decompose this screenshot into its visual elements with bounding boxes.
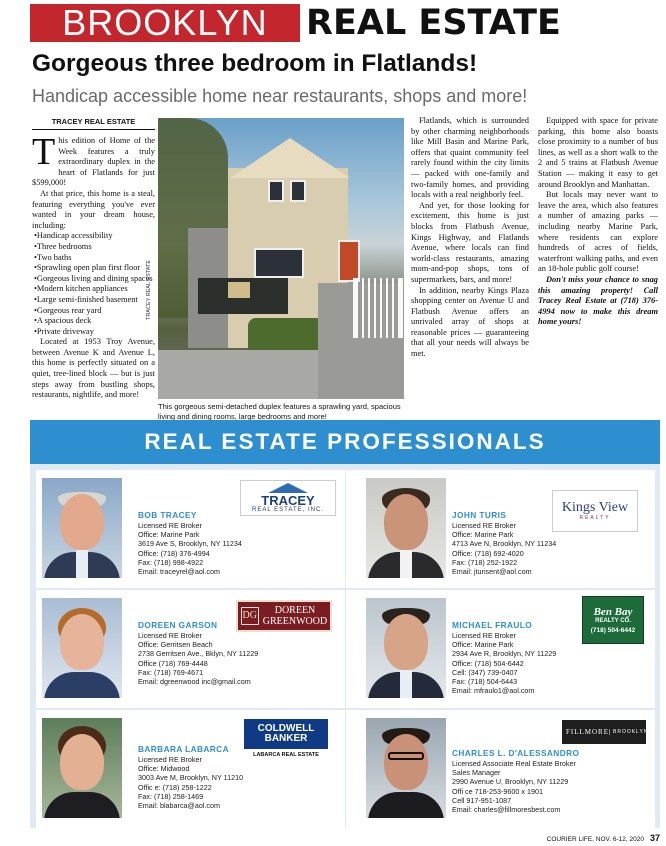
article-paragraph: And yet, for those looking for excitement, this home is just blocks from Flatbush Avenue, Kings Highway, and Flatlands Avenue, where locals can find world-class restaurants, amazing mom-and-pop shops, tons of supermarkets, bars, and more!	[411, 200, 529, 284]
publication-info: COURIER LIFE, NOV. 6-12, 2020	[546, 836, 644, 843]
article-column-1	[32, 136, 155, 412]
glasses-icon	[388, 752, 424, 760]
bullet-item: •Handicap accessibility	[34, 231, 113, 241]
agent-email: Email: mfraulo1@aol.com	[452, 686, 535, 696]
agent-info: DOREEN GARSON Licensed RE Broker Office: Gerritsen Beach 2738 Gerritsen Ave., Bklyn, NY 11229 Office (718) 769-4448 Fax: (718) 769-4671 Email: dgreenwood inc@gmail.com	[138, 620, 259, 687]
bullet-item: •Sprawling open plan first floor	[34, 263, 141, 273]
agent-portrait	[42, 598, 122, 698]
agent-card	[346, 470, 655, 588]
agent-email: Email: dgreenwood inc@gmail.com	[138, 677, 251, 687]
agent-name: DOREEN GARSON	[138, 620, 218, 630]
agent-portrait	[42, 718, 122, 818]
agent-info: BARBARA LABARCA Licensed RE Broker Office: Midwood 3003 Ave M, Brooklyn, NY 11210 Offic e: (718) 258-1222 Fax: (718) 258-1469 Email: blabarca@aol.com	[138, 744, 244, 811]
agent-name: MICHAEL FRAULO	[452, 620, 533, 630]
masthead-real-estate: REAL ESTATE	[306, 3, 561, 43]
masthead-brooklyn: BROOKLYN	[30, 4, 300, 42]
agent-email: Email: blabarca@aol.com	[138, 801, 220, 811]
call-to-action: Don't miss your chance to snag this amazing property! Call Tracey Real Estate at (718) 376-4994 now to make this dream home yours!	[538, 274, 658, 327]
headline: Gorgeous three bedroom in Flatlands!	[32, 50, 478, 77]
article-paragraph: At that price, this home is a steal, featuring everything you've ever wanted in your dream house, including:	[32, 188, 155, 230]
agent-email: Email: traceyrel@aol.com	[138, 567, 220, 577]
bullet-item: •Gorgeous living and dining spaces	[34, 273, 153, 283]
agent-info: CHARLES L. D'ALESSANDRO Licensed Associate Real Estate Broker Sales Manager 2990 Avenue U, Brooklyn, NY 11229 Offi ce 718-253-9600 x 1901 Cell 917-951-1087 Email: charles@fillmoresbest.com	[452, 748, 580, 815]
agent-card	[36, 590, 345, 708]
bullet-item: •Private driveway	[34, 326, 94, 336]
article-column-4	[538, 116, 658, 422]
front-door	[338, 240, 360, 282]
page-number: 37	[649, 833, 660, 843]
agent-card	[346, 590, 655, 708]
bullet-item: •Modern kitchen appliances	[34, 284, 128, 294]
agent-logo: Ben Bay REALTY CO. (718) 504-6442	[582, 596, 644, 644]
article-column-3	[411, 116, 529, 422]
agent-logo: DG DOREEN GREENWOOD	[236, 600, 332, 632]
agent-card	[36, 710, 345, 828]
agent-logo: COLDWELL BANKER LABARCA REAL ESTATE	[242, 716, 330, 760]
agent-name: BOB TRACEY	[138, 510, 197, 520]
article-paragraph: Located at 1953 Troy Avenue, between Avenue K and Avenue L, this home is perfectly situated on a quiet, tree-lined block — but is just steps away from bustling shops, restaurants, nightlife, and more!	[32, 337, 155, 400]
agent-portrait	[366, 478, 446, 578]
bullet-item: •Large semi-finished basement	[34, 294, 138, 304]
agent-info: JOHN TURIS Licensed RE Broker Office: Marine Park 4713 Ave N, Brooklyn, NY 11234 Office: (718) 692-4020 Fax: (718) 252-1922 Email: jturisent@aol.com	[452, 510, 557, 577]
bullet-item: •Three bedrooms	[34, 241, 92, 251]
dropcap: T	[32, 136, 56, 173]
agent-info: BOB TRACEY Licensed RE Broker Office: Marine Park 3619 Ave S, Brooklyn, NY 11234 Office: (718) 376-4994 Fax: (718) 998-4922 Email: traceyrel@aol.com	[138, 510, 242, 577]
byline: TRACEY REAL ESTATE	[32, 115, 155, 130]
article-paragraph: his edition of Home of the Week features a truly extraordinary duplex in the heart of Flatlands for just $599,000!	[32, 136, 155, 188]
agent-portrait	[366, 598, 446, 698]
agent-portrait	[366, 718, 446, 818]
agent-card	[36, 470, 345, 588]
article-paragraph: But locals may never want to leave the area, which also features a number of amazing parks — including nearby Marine Park, where residents can explore hundreds of acres of fields, waterfront walking paths, and even an 18-hole public golf course!	[538, 190, 658, 274]
agent-logo: TRACEY REAL ESTATE, INC.	[240, 480, 336, 516]
agent-email: Email: charles@fillmoresbest.com	[452, 805, 561, 815]
photo-caption: This gorgeous semi-detached duplex features a sprawling yard, spacious living and dining rooms, large bedrooms and more!	[158, 402, 401, 421]
agent-name: BARBARA LABARCA	[138, 744, 229, 754]
agent-email: Email: jturisent@aol.com	[452, 567, 532, 577]
agent-name: CHARLES L. D'ALESSANDRO	[452, 748, 580, 758]
article-paragraph: Equipped with space for private parking, this home also boasts close proximity to a number of bus lines, as well as a short walk to the 2 and 5 trains at Flatbush Avenue Station — making it easy to get around Brooklyn and Manhattan.	[538, 116, 658, 189]
roof-icon	[268, 483, 308, 493]
page-footer	[470, 833, 660, 843]
professionals-grid	[30, 464, 660, 828]
agent-info: MICHAEL FRAULO Licensed RE Broker Office: Marine Park 2934 Ave R, Brooklyn, NY 11229 Office: (718) 504-6442 Cell: (347) 739-0407 Fax: (718) 504-6443 Email: mfraulo1@aol.com	[452, 620, 557, 696]
agent-logo: Kings View REALTY	[552, 490, 638, 532]
subhead: Handicap accessible home near restaurants, shops and more!	[32, 86, 528, 106]
masthead	[30, 4, 660, 42]
dg-monogram-icon: DG	[241, 607, 259, 625]
for-sale-sign	[228, 282, 250, 298]
article-paragraph: In addition, nearby Kings Plaza shopping center on Avenue U and Flatbush Avenue offers an unrivaled array of shops at reasonable prices — guaranteeing that all your needs will always be met.	[411, 285, 529, 359]
agent-card	[346, 710, 655, 828]
bullet-item: •Gorgeous rear yard	[34, 305, 102, 315]
bullet-item: •A spacious deck	[34, 316, 92, 326]
house-photo	[158, 118, 404, 399]
agent-name: JOHN TURIS	[452, 510, 507, 520]
agent-portrait	[42, 478, 122, 578]
professionals-banner: REAL ESTATE PROFESSIONALS	[30, 420, 660, 464]
article-paragraph: Flatlands, which is surrounded by other charming neighborhoods like Mill Basin and Marine Park, offers that quaint community feel rarely found within the city limits — packed with one-family and two-family homes, and providing locals with a real neighborly feel.	[411, 116, 529, 200]
bullet-item: •Two baths	[34, 252, 72, 262]
agent-logo: FILLMORE BROOKLYN	[562, 720, 646, 744]
photo-credit: TRACEY REAL ESTATE	[146, 259, 152, 320]
